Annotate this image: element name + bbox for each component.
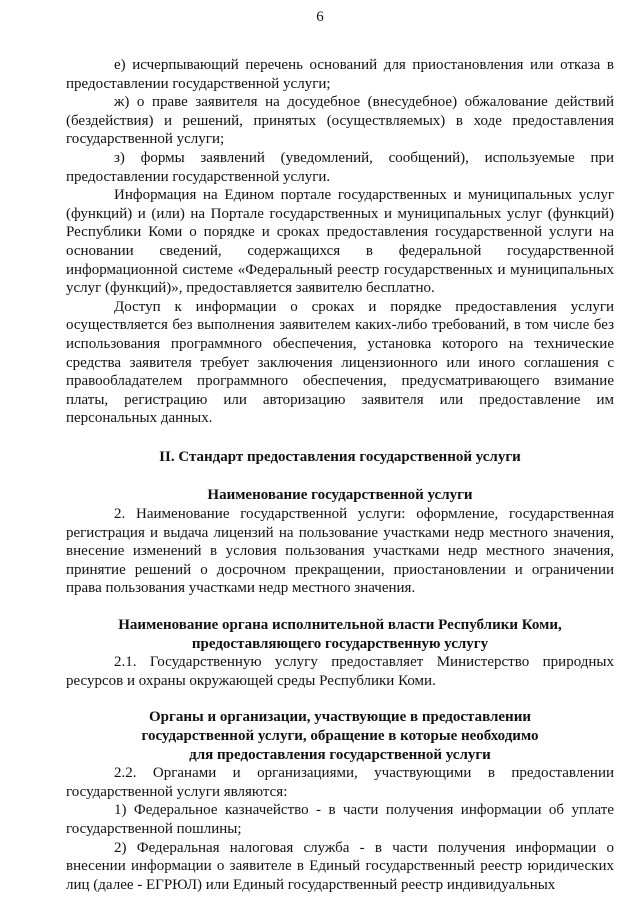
paragraph-organizations-intro: 2.2. Органами и организациями, участвующими в предоставлении государственной услуги являются: xyxy=(66,765,614,800)
paragraph-authority: 2.1. Государственную услугу предоставляет Министерство природных ресурсов и охраны окружающей среды Республики Коми. xyxy=(66,654,614,689)
heading-line: Наименование органа исполнительной власти Республики Коми, xyxy=(118,617,562,634)
heading-line: для предоставления государственной услуги xyxy=(189,746,491,763)
list-item-tax-service: 2) Федеральная налоговая служба - в части получения информации о внесении информации о заявителе в Единый государственный реестр юридических лиц (далее - ЕГРЮЛ) или Единый государственный реестр индивидуальных xyxy=(66,839,614,893)
page-number: 6 xyxy=(316,9,324,25)
list-item-zh: ж) о праве заявителя на досудебное (внесудебное) обжалование действий (бездействия) и решений, принятых (осуществляемых) в ходе предоставления государственной услуги; xyxy=(66,94,614,148)
paragraph-access: Доступ к информации о сроках и порядке предоставления услуги осуществляется без выполнения заявителем каких-либо требований, в том числе без использования программного обеспечения, установка которого на технические средства заявителя требует заключения лицензионного или иного соглашения с правообладателем программного обеспечения, предусматривающего взимание платы, регистрацию или авторизацию заявителя или предоставление им персональных данных. xyxy=(66,298,614,427)
paragraph-service-name: 2. Наименование государственной услуги: оформление, государственная регистрация и выдача лицензий на пользование участками недр местного значения, внесение изменений в условия пользования участками недр местного значения, принятие решений о досрочном прекращении, приостановлении и ограничении права пользования участками недр местного значения. xyxy=(66,506,614,597)
subsection-heading-organizations xyxy=(66,708,614,764)
section-title: II. Стандарт предоставления государственной услуги xyxy=(159,448,521,465)
heading-line: Органы и организации, участвующие в предоставлении xyxy=(149,709,531,726)
heading-line: государственной услуги, обращение в которые необходимо xyxy=(141,728,539,744)
heading-line: предоставляющего государственную услугу xyxy=(191,635,489,652)
paragraph-portal-info: Информация на Едином портале государственных и муниципальных услуг (функций) и (или) на Портале государственных и муниципальных услуг (функций) Республики Коми о порядке и сроках предоставления государственной услуги на основании сведений, содержащихся в федеральной государственной информационной системе «Федеральный реестр государственных и муниципальных услуг (функций)», предоставляется заявителю бесплатно. xyxy=(66,187,614,297)
document-body xyxy=(66,56,614,894)
list-item-e: е) исчерпывающий перечень оснований для приостановления или отказа в предоставлении государственной услуги; xyxy=(66,57,614,92)
list-item-treasury: 1) Федеральное казначейство - в части получения информации об уплате государственной пошлины; xyxy=(66,802,614,837)
subsection-heading-service-name: Наименование государственной услуги xyxy=(207,487,473,504)
list-item-z: з) формы заявлений (уведомлений, сообщений), используемые при предоставлении государственной услуги. xyxy=(66,149,614,185)
subsection-heading-authority xyxy=(66,616,614,653)
